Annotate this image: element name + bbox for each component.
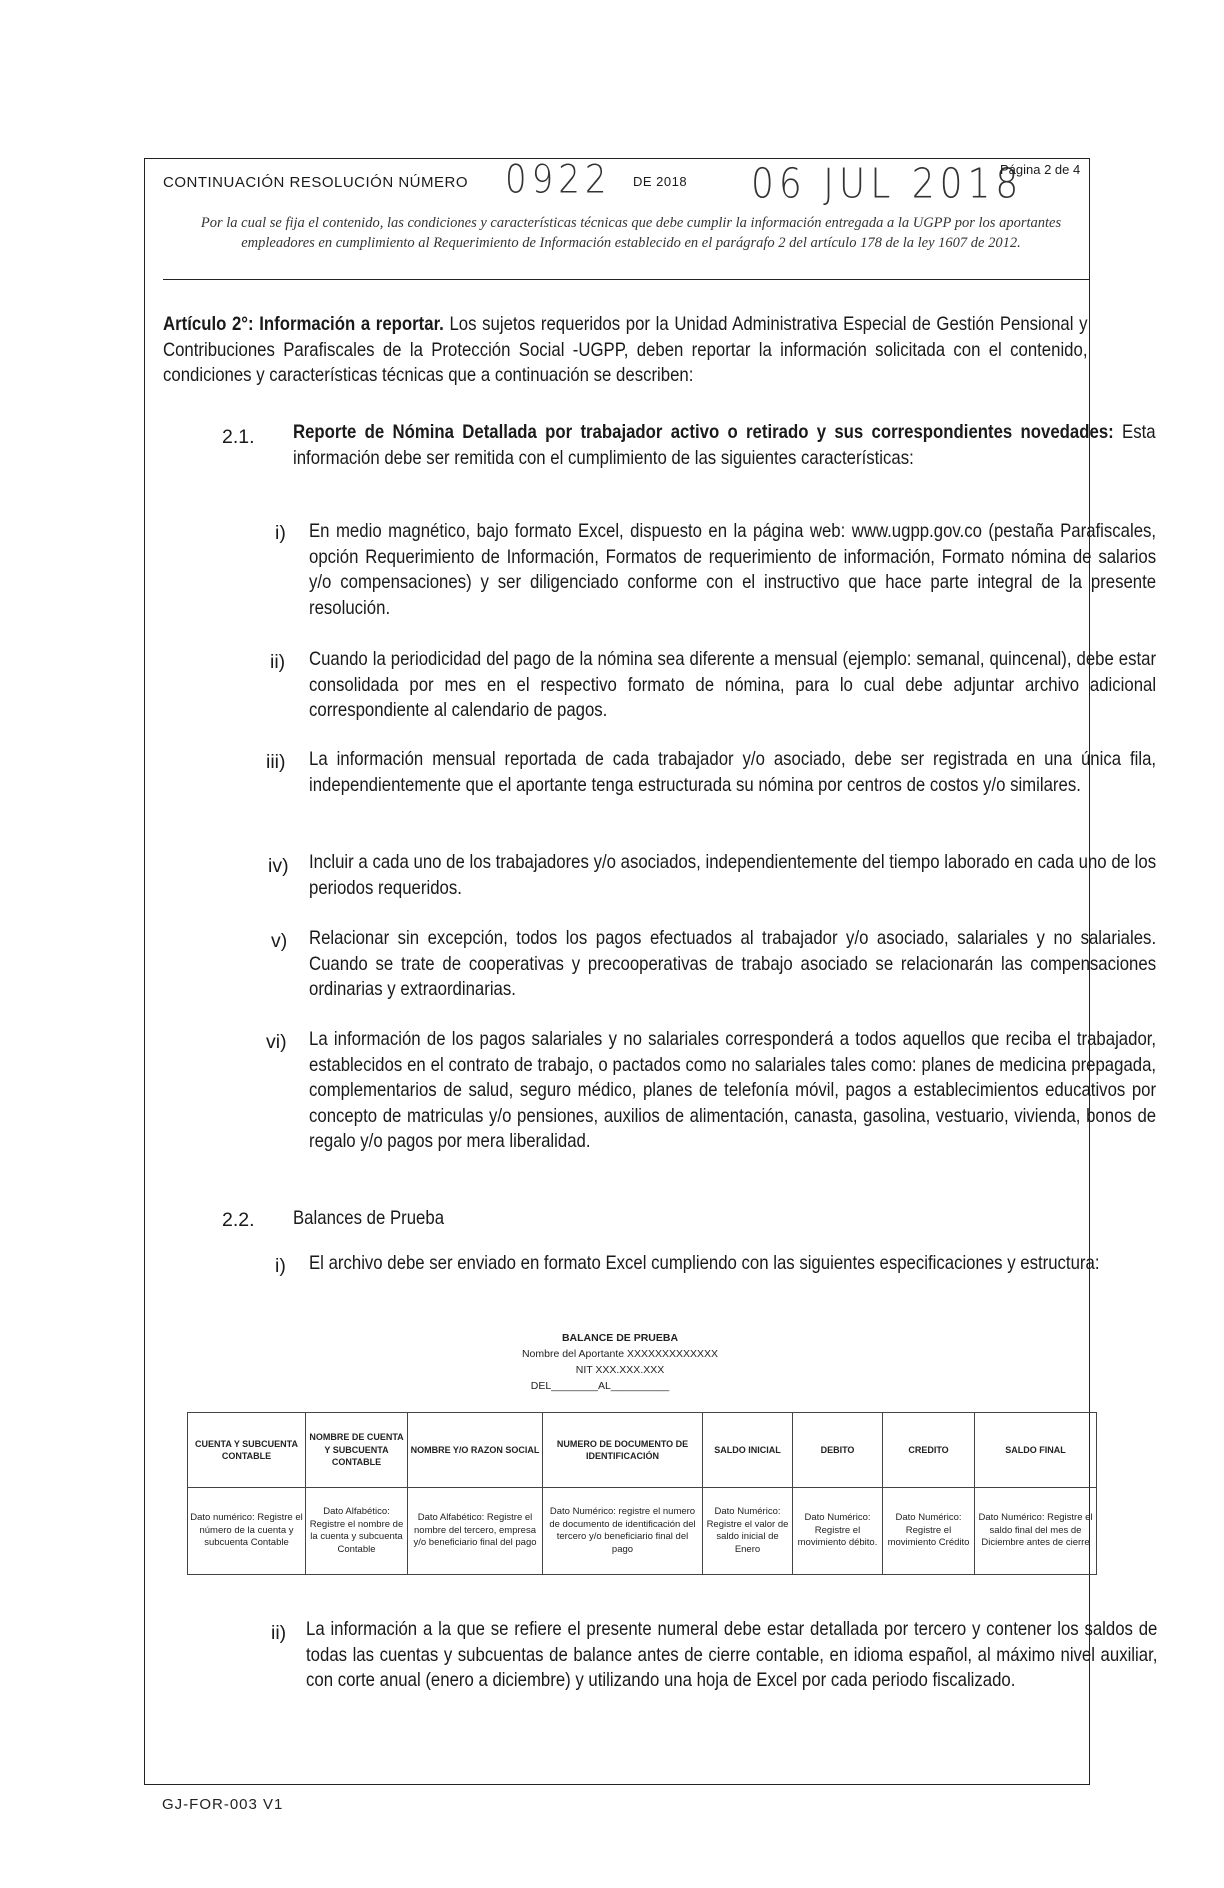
column-header: CREDITO <box>883 1413 975 1488</box>
column-header: CUENTA Y SUBCUENTA CONTABLE <box>188 1413 306 1488</box>
table-cell: Dato Numérico: Registre el movimiento débito. <box>793 1488 883 1575</box>
list-item: La información a la que se refiere el presente numeral debe estar detallada por tercero y contener los saldos de todas las cuentas y subcuentas de balance antes de cierre contable, en idioma español, al máximo nivel auxiliar, con corte anual (enero a diciembre) y utilizando una hoja de Excel por cada periodo fiscalizado. <box>306 1618 1158 1691</box>
balance-period: DEL________AL__________ <box>530 1380 670 1392</box>
list-item: Incluir a cada uno de los trabajadores y/o asociados, independientemente del tiempo laborado en cada uno de los periodos requeridos. <box>309 851 1157 899</box>
list-item: El archivo debe ser enviado en formato Excel cumpliendo con las siguientes especificaciones y estructura: <box>309 1252 1100 1274</box>
table-cell: Dato Alfabético: Registre el nombre del tercero, empresa y/o beneficiario final del pago <box>408 1488 543 1575</box>
articulo-2 <box>163 312 1088 389</box>
item-label: v) <box>271 930 288 952</box>
resolution-number: 0922 <box>505 157 612 203</box>
year-label: DE 2018 <box>633 174 688 189</box>
balance-aportante: Nombre del Aportante XXXXXXXXXXXXX <box>521 1348 719 1360</box>
list-item: Cuando la periodicidad del pago de la nómina sea diferente a mensual (ejemplo: semanal, quincenal), debe estar consolidada por mes en el respectivo formato de nómina, para lo cual debe adjuntar archivo adicional correspondiente al calendario de pagos. <box>309 648 1157 721</box>
section-2-1-number: 2.1. <box>222 426 255 448</box>
section-2-1 <box>293 420 1156 471</box>
table-row <box>188 1488 1097 1575</box>
section-2-2-title: Balances de Prueba <box>293 1207 445 1229</box>
document-header <box>163 157 1083 218</box>
list-item: La información mensual reportada de cada trabajador y/o asociado, debe ser registrada en una única fila, independientemente que el aportante tenga estructurada su nómina por centros de costos y/o similares. <box>309 748 1157 796</box>
item-label: ii) <box>271 1622 287 1644</box>
item-label: i) <box>275 522 286 544</box>
table-cell: Dato Numérico: registre el numero de documento de identificación del tercero y/o beneficiario final del pago <box>543 1488 703 1575</box>
column-header: NOMBRE Y/O RAZON SOCIAL <box>408 1413 543 1488</box>
column-header: NOMBRE DE CUENTA Y SUBCUENTA CONTABLE <box>306 1413 408 1488</box>
continuacion-label: CONTINUACIÓN RESOLUCIÓN NÚMERO <box>163 174 469 191</box>
table-cell: Dato numérico: Registre el número de la cuenta y subcuenta Contable <box>188 1488 306 1575</box>
table-cell: Dato Numérico: Registre el valor de saldo inicial de Enero <box>703 1488 793 1575</box>
balance-nit: NIT XXX.XXX.XXX <box>575 1364 665 1376</box>
column-header: NUMERO DE DOCUMENTO DE IDENTIFICACIÓN <box>543 1413 703 1488</box>
list-item: La información de los pagos salariales y no salariales corresponderá a todos aquellos que reciba el trabajador, establecidos en el contrato de trabajo, o pactados como no salariales tales como: planes de medicina prepagada, complementarios de salud, seguro médico, planes de telefonía móvil, pagos a establecimientos educativos por concepto de matriculas y/o pensiones, auxilios de alimentación, canasta, gasolina, vestuario, vivienda, bonos de regalo y/o pagos por mera liberalidad. <box>309 1028 1157 1152</box>
column-header: DEBITO <box>793 1413 883 1488</box>
item-label: ii) <box>270 651 286 673</box>
header-divider <box>163 279 1089 280</box>
table-cell: Dato Numérico: Registre el movimiento Crédito <box>883 1488 975 1575</box>
item-label: iii) <box>266 751 286 773</box>
date-stamp: 06 JUL 2018 <box>751 160 1024 209</box>
item-label: iv) <box>268 855 289 877</box>
item-label: i) <box>275 1255 286 1277</box>
list-item: Relacionar sin excepción, todos los pagos efectuados al trabajador y/o asociado, salariales y no salariales. Cuando se trate de cooperativas y precooperativas de trabajo asociado se relacionarán las compensaciones ordinarias y extraordinarias. <box>309 927 1157 1000</box>
balance-table <box>187 1412 1097 1575</box>
table-cell: Dato Numérico: Registre el saldo final del mes de Diciembre antes de cierre <box>975 1488 1097 1575</box>
section-2-2-number: 2.2. <box>222 1209 255 1231</box>
item-label: vi) <box>266 1031 287 1053</box>
section-2-1-title: Reporte de Nómina Detallada por trabajador activo o retirado y sus correspondientes novedades: <box>293 421 1114 443</box>
resolution-subtitle: Por la cual se fija el contenido, las condiciones y características técnicas que debe cumplir la información entregada a la UGPP por los aportantes empleadores en cumplimiento al Requerimiento de Información establecido en el parágrafo 2 del artículo 178 de la ley 1607 de 2012. <box>200 215 1062 251</box>
table-header-row <box>188 1413 1097 1488</box>
section-2-1-body: Esta información debe ser remitida con el cumplimiento de las siguientes características: <box>293 421 1156 469</box>
table-cell: Dato Alfabético: Registre el nombre de la cuenta y subcuenta Contable <box>306 1488 408 1575</box>
articulo-body: Los sujetos requeridos por la Unidad Administrativa Especial de Gestión Pensional y Contribuciones Parafiscales de la Protección Social -UGPP, deben reportar la información solicitada con el contenido, condiciones y características técnicas que a continuación se describen: <box>163 313 1088 386</box>
articulo-title: Artículo 2°: Información a reportar. <box>163 313 444 335</box>
form-code: GJ-FOR-003 V1 <box>162 1796 284 1813</box>
balance-title: BALANCE DE PRUEBA <box>561 1332 679 1344</box>
list-item: En medio magnético, bajo formato Excel, dispuesto en la página web: www.ugpp.gov.co (pestaña Parafiscales, opción Requerimiento de Información, Formatos de requerimiento de información, Formato nómina de salarios y/o compensaciones) y ser diligenciado conforme con el instructivo que hace parte integral de la presente resolución. <box>309 520 1157 619</box>
column-header: SALDO INICIAL <box>703 1413 793 1488</box>
column-header: SALDO FINAL <box>975 1413 1097 1488</box>
page-number: Página 2 de 4 <box>1000 162 1081 177</box>
